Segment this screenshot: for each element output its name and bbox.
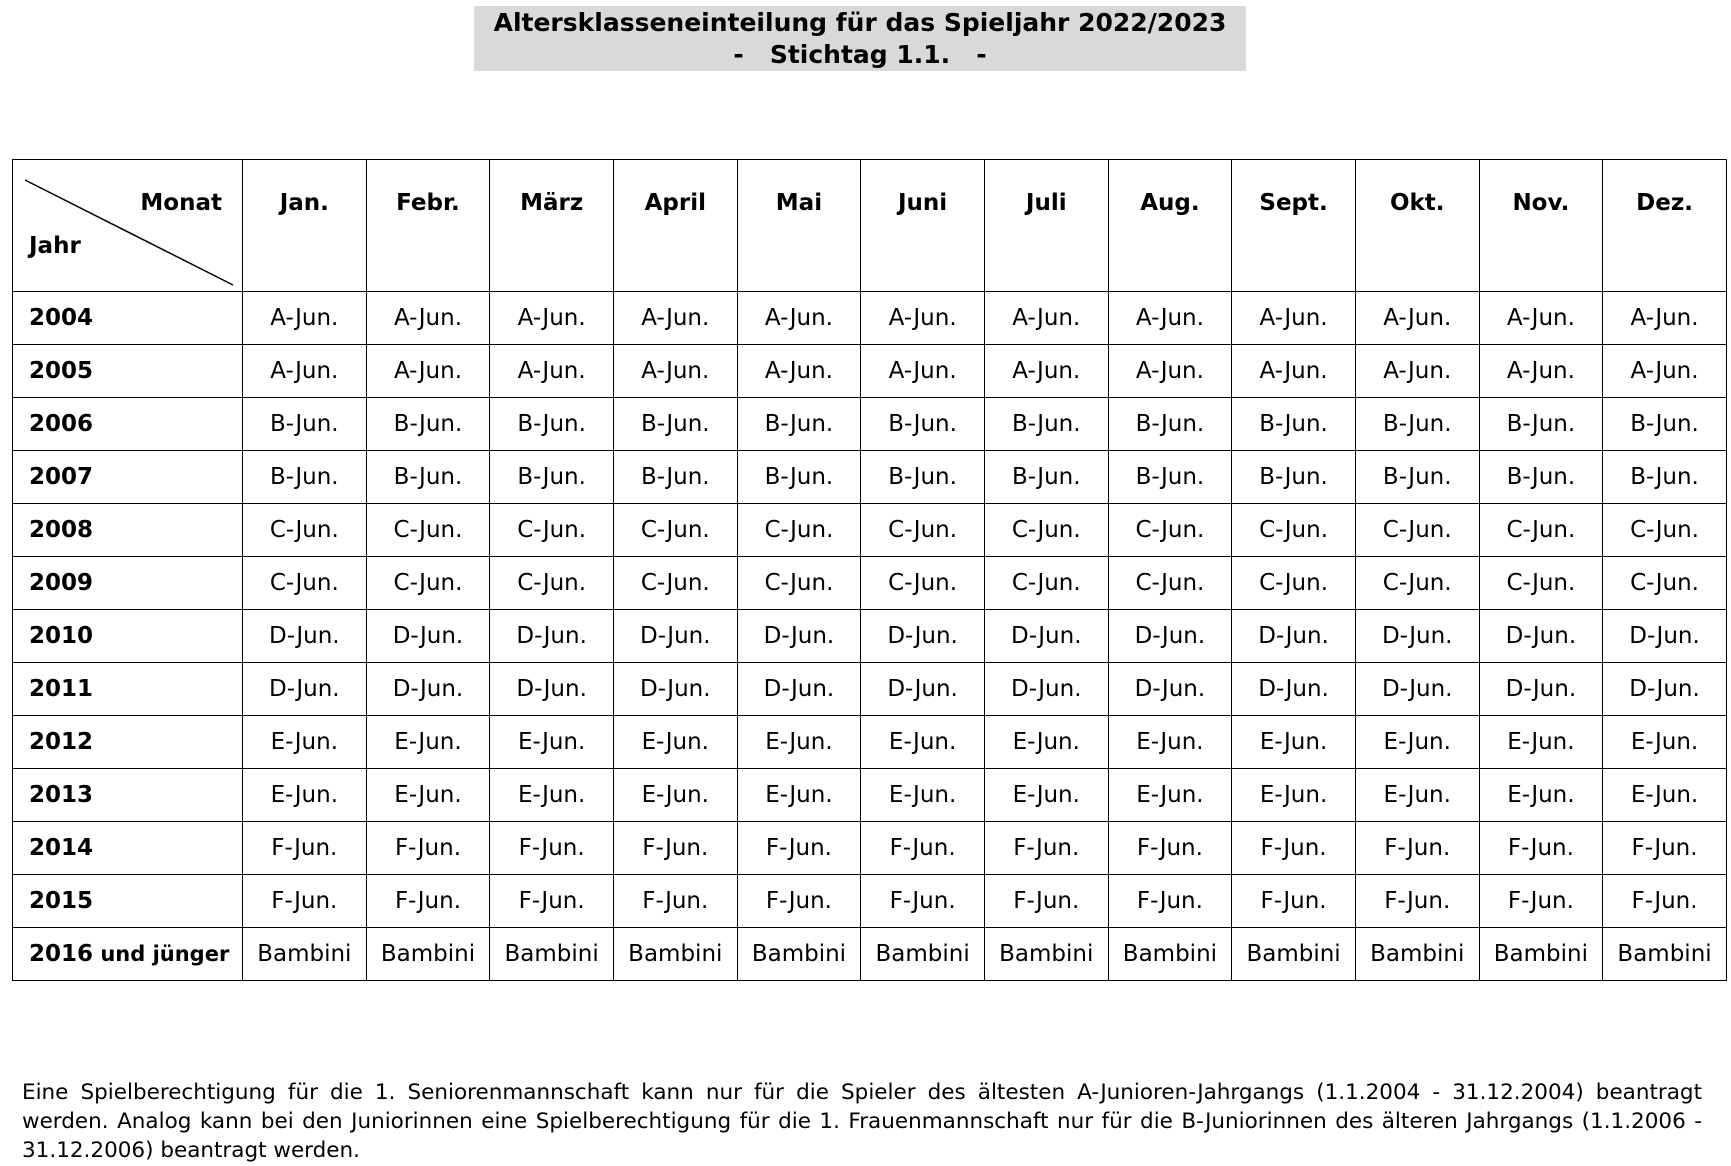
age-class-cell: C-Jun. xyxy=(1232,504,1356,557)
age-class-cell: A-Jun. xyxy=(243,345,367,398)
age-class-cell: A-Jun. xyxy=(1232,292,1356,345)
year-cell xyxy=(13,292,243,345)
table-body xyxy=(13,292,1727,981)
age-class-cell: D-Jun. xyxy=(490,663,614,716)
age-class-cell: E-Jun. xyxy=(366,769,490,822)
age-class-cell: Bambini xyxy=(490,928,614,981)
age-class-cell: E-Jun. xyxy=(1232,716,1356,769)
month-header: Mai xyxy=(737,160,861,292)
year-label: 2004 xyxy=(29,305,94,331)
age-class-cell: E-Jun. xyxy=(1355,769,1479,822)
year-cell xyxy=(13,716,243,769)
age-class-cell: E-Jun. xyxy=(366,716,490,769)
age-class-cell: C-Jun. xyxy=(737,557,861,610)
age-class-cell: B-Jun. xyxy=(1232,451,1356,504)
age-class-cell: Bambini xyxy=(861,928,985,981)
age-class-cell: F-Jun. xyxy=(1479,822,1603,875)
age-class-cell: F-Jun. xyxy=(490,822,614,875)
age-class-cell: C-Jun. xyxy=(1479,504,1603,557)
age-class-cell: F-Jun. xyxy=(737,875,861,928)
month-header: Juli xyxy=(984,160,1108,292)
age-class-cell: A-Jun. xyxy=(1603,345,1727,398)
age-class-cell: E-Jun. xyxy=(613,716,737,769)
age-class-cell: E-Jun. xyxy=(984,769,1108,822)
table-row xyxy=(13,875,1727,928)
age-class-cell: D-Jun. xyxy=(490,610,614,663)
age-class-cell: D-Jun. xyxy=(613,663,737,716)
age-class-cell: C-Jun. xyxy=(490,557,614,610)
age-class-cell: A-Jun. xyxy=(861,345,985,398)
age-class-cell: C-Jun. xyxy=(613,557,737,610)
age-class-cell: B-Jun. xyxy=(737,398,861,451)
age-class-cell: E-Jun. xyxy=(1355,716,1479,769)
age-class-cell: E-Jun. xyxy=(490,769,614,822)
age-class-cell: D-Jun. xyxy=(1603,663,1727,716)
age-class-cell: B-Jun. xyxy=(1355,398,1479,451)
age-class-cell: E-Jun. xyxy=(984,716,1108,769)
age-class-cell: F-Jun. xyxy=(861,875,985,928)
age-class-cell: D-Jun. xyxy=(861,663,985,716)
month-header: Nov. xyxy=(1479,160,1603,292)
age-class-cell: B-Jun. xyxy=(984,451,1108,504)
age-class-cell: C-Jun. xyxy=(984,504,1108,557)
document-title xyxy=(474,6,1246,71)
eligibility-note: Eine Spielberechtigung für die 1. Seniorenmannschaft kann nur für die Spieler des ältesten A-Junioren-Jahrgangs (1.1.2004 - 31.12.2004) beantragt werden. Analog kann bei den Juniorinnen eine Spielberechtigung für die 1. Frauenmannschaft nur für die B-Juniorinnen des älteren Jahrgangs (1.1.2006 - 31.12.2006) beantragt werden. xyxy=(22,1080,1702,1163)
age-class-cell: F-Jun. xyxy=(1603,875,1727,928)
age-class-cell: A-Jun. xyxy=(1603,292,1727,345)
age-class-cell: Bambini xyxy=(613,928,737,981)
table-row xyxy=(13,610,1727,663)
year-cell xyxy=(13,557,243,610)
age-class-cell: A-Jun. xyxy=(1355,292,1479,345)
age-class-cell: D-Jun. xyxy=(1108,663,1232,716)
age-class-cell: C-Jun. xyxy=(1355,557,1479,610)
table-row xyxy=(13,451,1727,504)
age-class-cell: E-Jun. xyxy=(1108,716,1232,769)
year-label: 2015 xyxy=(29,888,94,914)
age-class-cell: D-Jun. xyxy=(366,663,490,716)
age-class-cell: F-Jun. xyxy=(613,822,737,875)
age-class-cell: C-Jun. xyxy=(1108,504,1232,557)
age-class-cell: B-Jun. xyxy=(490,451,614,504)
corner-cell xyxy=(13,160,243,292)
age-class-cell: D-Jun. xyxy=(243,663,367,716)
age-class-cell: E-Jun. xyxy=(1479,716,1603,769)
age-class-cell: F-Jun. xyxy=(737,822,861,875)
table-row xyxy=(13,663,1727,716)
month-header: Juni xyxy=(861,160,985,292)
year-cell xyxy=(13,928,243,981)
age-class-cell: Bambini xyxy=(984,928,1108,981)
age-class-cell: D-Jun. xyxy=(1603,610,1727,663)
age-class-cell: A-Jun. xyxy=(366,292,490,345)
age-class-cell: E-Jun. xyxy=(1603,769,1727,822)
age-class-cell: D-Jun. xyxy=(1355,663,1479,716)
age-class-cell: E-Jun. xyxy=(1479,769,1603,822)
age-class-cell: F-Jun. xyxy=(613,875,737,928)
age-class-cell: Bambini xyxy=(1108,928,1232,981)
age-class-cell: F-Jun. xyxy=(861,822,985,875)
age-class-cell: D-Jun. xyxy=(1355,610,1479,663)
age-class-cell: C-Jun. xyxy=(861,557,985,610)
age-class-cell: F-Jun. xyxy=(1232,822,1356,875)
age-class-cell: D-Jun. xyxy=(984,610,1108,663)
age-class-cell: D-Jun. xyxy=(737,610,861,663)
table-row xyxy=(13,928,1727,981)
year-cell xyxy=(13,610,243,663)
age-class-cell: B-Jun. xyxy=(243,398,367,451)
age-class-cell: C-Jun. xyxy=(1232,557,1356,610)
age-class-cell: C-Jun. xyxy=(984,557,1108,610)
age-class-cell: B-Jun. xyxy=(737,451,861,504)
age-class-cell: A-Jun. xyxy=(984,345,1108,398)
age-class-cell: B-Jun. xyxy=(613,398,737,451)
age-class-cell: A-Jun. xyxy=(613,345,737,398)
table-row xyxy=(13,769,1727,822)
year-cell xyxy=(13,875,243,928)
age-class-cell: C-Jun. xyxy=(490,504,614,557)
year-label: 2006 xyxy=(29,411,94,437)
age-class-cell: B-Jun. xyxy=(366,451,490,504)
age-class-cell: A-Jun. xyxy=(1479,345,1603,398)
year-label: 2005 xyxy=(29,358,94,384)
age-class-cell: B-Jun. xyxy=(1603,398,1727,451)
age-class-cell: Bambini xyxy=(1232,928,1356,981)
age-class-cell: C-Jun. xyxy=(366,557,490,610)
age-class-cell: E-Jun. xyxy=(737,769,861,822)
age-class-cell: E-Jun. xyxy=(737,716,861,769)
age-class-cell: F-Jun. xyxy=(243,822,367,875)
age-class-cell: C-Jun. xyxy=(1355,504,1479,557)
month-header: März xyxy=(490,160,614,292)
age-class-cell: A-Jun. xyxy=(490,292,614,345)
age-class-cell: B-Jun. xyxy=(1355,451,1479,504)
age-class-cell: C-Jun. xyxy=(613,504,737,557)
age-class-table xyxy=(12,159,1727,981)
age-class-cell: D-Jun. xyxy=(366,610,490,663)
age-class-cell: B-Jun. xyxy=(984,398,1108,451)
age-class-cell: A-Jun. xyxy=(366,345,490,398)
age-class-cell: D-Jun. xyxy=(1479,663,1603,716)
year-cell xyxy=(13,504,243,557)
age-class-cell: C-Jun. xyxy=(243,504,367,557)
year-cell xyxy=(13,451,243,504)
age-class-cell: A-Jun. xyxy=(1108,345,1232,398)
year-cell xyxy=(13,345,243,398)
age-class-cell: Bambini xyxy=(737,928,861,981)
age-class-cell: B-Jun. xyxy=(861,398,985,451)
age-class-cell: A-Jun. xyxy=(243,292,367,345)
table-row xyxy=(13,345,1727,398)
age-class-cell: F-Jun. xyxy=(984,875,1108,928)
diagonal-line xyxy=(13,160,243,292)
age-class-cell: Bambini xyxy=(1603,928,1727,981)
age-class-cell: F-Jun. xyxy=(490,875,614,928)
age-class-cell: A-Jun. xyxy=(861,292,985,345)
age-class-cell: F-Jun. xyxy=(1603,822,1727,875)
age-class-cell: A-Jun. xyxy=(1232,345,1356,398)
age-class-cell: E-Jun. xyxy=(1232,769,1356,822)
age-class-cell: D-Jun. xyxy=(984,663,1108,716)
age-class-cell: A-Jun. xyxy=(1479,292,1603,345)
age-class-cell: Bambini xyxy=(243,928,367,981)
month-header: Okt. xyxy=(1355,160,1479,292)
month-header: Sept. xyxy=(1232,160,1356,292)
age-class-cell: E-Jun. xyxy=(1108,769,1232,822)
table-row xyxy=(13,398,1727,451)
age-class-cell: D-Jun. xyxy=(737,663,861,716)
age-class-cell: F-Jun. xyxy=(1355,875,1479,928)
age-class-cell: A-Jun. xyxy=(737,345,861,398)
age-class-cell: B-Jun. xyxy=(1108,398,1232,451)
age-class-cell: E-Jun. xyxy=(243,769,367,822)
month-header: Aug. xyxy=(1108,160,1232,292)
age-class-cell: E-Jun. xyxy=(861,716,985,769)
age-class-cell: C-Jun. xyxy=(1479,557,1603,610)
age-class-cell: D-Jun. xyxy=(1108,610,1232,663)
age-class-cell: B-Jun. xyxy=(1603,451,1727,504)
age-class-cell: C-Jun. xyxy=(861,504,985,557)
table-row xyxy=(13,716,1727,769)
year-label: 2012 xyxy=(29,729,94,755)
age-class-cell: E-Jun. xyxy=(243,716,367,769)
age-class-cell: D-Jun. xyxy=(1232,663,1356,716)
age-class-cell: C-Jun. xyxy=(1108,557,1232,610)
year-label: 2010 xyxy=(29,623,94,649)
title-line-1: Altersklasseneinteilung für das Spieljahr 2022/2023 xyxy=(493,8,1227,37)
age-class-cell: B-Jun. xyxy=(861,451,985,504)
age-class-cell: F-Jun. xyxy=(366,822,490,875)
age-class-cell: A-Jun. xyxy=(984,292,1108,345)
age-class-cell: F-Jun. xyxy=(1108,822,1232,875)
year-label: 2009 xyxy=(29,570,94,596)
age-class-cell: F-Jun. xyxy=(243,875,367,928)
year-label: 2014 xyxy=(29,835,94,861)
corner-month-label: Monat xyxy=(140,190,222,216)
year-cell xyxy=(13,663,243,716)
month-header: Febr. xyxy=(366,160,490,292)
age-class-cell: C-Jun. xyxy=(737,504,861,557)
age-class-cell: F-Jun. xyxy=(984,822,1108,875)
age-class-cell: B-Jun. xyxy=(1108,451,1232,504)
age-class-cell: Bambini xyxy=(1355,928,1479,981)
age-class-cell: B-Jun. xyxy=(1479,451,1603,504)
age-class-cell: F-Jun. xyxy=(1479,875,1603,928)
year-cell xyxy=(13,822,243,875)
age-class-cell: A-Jun. xyxy=(613,292,737,345)
age-class-cell: E-Jun. xyxy=(861,769,985,822)
year-label: 2013 xyxy=(29,782,94,808)
age-class-cell: A-Jun. xyxy=(1108,292,1232,345)
age-class-cell: A-Jun. xyxy=(1355,345,1479,398)
table-row xyxy=(13,504,1727,557)
age-class-cell: F-Jun. xyxy=(1232,875,1356,928)
year-label: 2016 xyxy=(29,941,94,967)
age-class-cell: A-Jun. xyxy=(490,345,614,398)
age-class-cell: B-Jun. xyxy=(243,451,367,504)
age-class-cell: E-Jun. xyxy=(613,769,737,822)
month-header: Jan. xyxy=(243,160,367,292)
year-cell xyxy=(13,769,243,822)
year-label: 2011 xyxy=(29,676,94,702)
age-class-cell: A-Jun. xyxy=(737,292,861,345)
age-class-cell: D-Jun. xyxy=(861,610,985,663)
month-header: April xyxy=(613,160,737,292)
year-suffix: und jünger xyxy=(93,942,230,966)
age-class-cell: F-Jun. xyxy=(1355,822,1479,875)
age-class-cell: B-Jun. xyxy=(613,451,737,504)
age-class-cell: C-Jun. xyxy=(366,504,490,557)
age-class-cell: B-Jun. xyxy=(1479,398,1603,451)
corner-year-label: Jahr xyxy=(29,233,81,259)
age-class-cell: B-Jun. xyxy=(1232,398,1356,451)
table-row xyxy=(13,292,1727,345)
age-class-cell: E-Jun. xyxy=(1603,716,1727,769)
month-header: Dez. xyxy=(1603,160,1727,292)
age-class-cell: C-Jun. xyxy=(1603,557,1727,610)
title-line-2: - Stichtag 1.1. - xyxy=(733,40,987,69)
table-row xyxy=(13,557,1727,610)
table-row xyxy=(13,822,1727,875)
age-class-cell: D-Jun. xyxy=(1479,610,1603,663)
header-row xyxy=(13,160,1727,292)
age-class-cell: C-Jun. xyxy=(1603,504,1727,557)
age-class-cell: Bambini xyxy=(366,928,490,981)
age-class-cell: D-Jun. xyxy=(243,610,367,663)
year-label: 2007 xyxy=(29,464,94,490)
age-class-cell: E-Jun. xyxy=(490,716,614,769)
age-class-cell: F-Jun. xyxy=(1108,875,1232,928)
age-class-cell: F-Jun. xyxy=(366,875,490,928)
age-class-cell: D-Jun. xyxy=(613,610,737,663)
age-class-cell: D-Jun. xyxy=(1232,610,1356,663)
year-cell xyxy=(13,398,243,451)
year-label: 2008 xyxy=(29,517,94,543)
age-class-cell: B-Jun. xyxy=(366,398,490,451)
age-class-cell: B-Jun. xyxy=(490,398,614,451)
age-class-cell: Bambini xyxy=(1479,928,1603,981)
age-class-cell: C-Jun. xyxy=(243,557,367,610)
